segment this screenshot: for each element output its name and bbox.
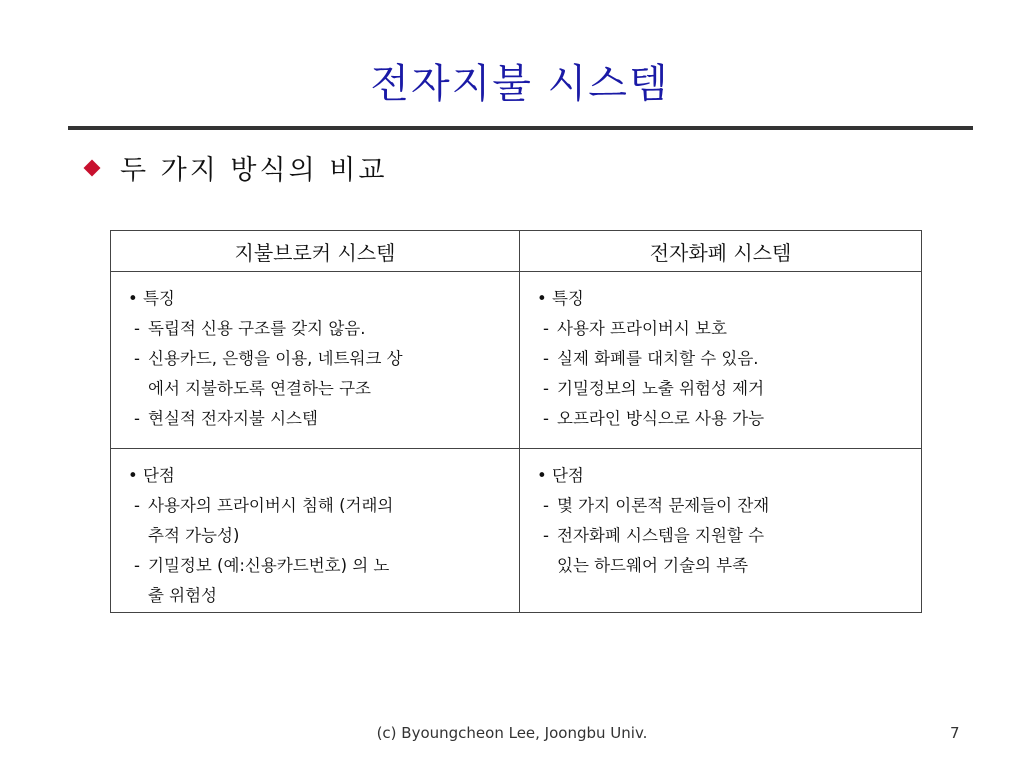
list-item: - 사용자의 프라이버시 침해 (거래의 추적 가능성)	[134, 496, 394, 545]
comparison-table	[110, 230, 922, 613]
list-item: - 신용카드, 은행을 이용, 네트워크 상 에서 지불하도록 연결하는 구조	[134, 349, 403, 398]
list-item: - 기밀정보의 노출 위험성 제거	[543, 379, 765, 398]
list-item: - 사용자 프라이버시 보호	[543, 319, 727, 338]
header-broker-system: 지불브로커 시스템	[111, 231, 520, 272]
cell-heading: • 특징	[128, 289, 175, 308]
list-item: - 전자화폐 시스템을 지원할 수 있는 하드웨어 기술의 부족	[543, 526, 765, 575]
cell-ecash-features	[520, 272, 921, 449]
main-bullet	[82, 148, 387, 187]
list-item: - 기밀정보 (예:신용카드번호) 의 노 출 위험성	[134, 556, 390, 605]
page-number: 7	[950, 724, 960, 742]
cell-heading: • 단점	[537, 466, 584, 485]
cell-heading: • 특징	[537, 289, 584, 308]
list-item: - 독립적 신용 구조를 갖지 않음.	[134, 319, 366, 338]
list-item: - 몇 가지 이론적 문제들이 잔재	[543, 496, 770, 515]
cell-broker-drawbacks	[111, 449, 520, 612]
list-item: - 실제 화폐를 대치할 수 있음.	[543, 349, 759, 368]
cell-heading: • 단점	[128, 466, 175, 485]
title-divider	[68, 126, 973, 130]
list-item: - 현실적 전자지불 시스템	[134, 409, 318, 428]
slide-title: 전자지불 시스템	[370, 61, 670, 107]
list-item: - 오프라인 방식으로 사용 가능	[543, 409, 765, 428]
bullet-text: 두 가지 방식의 비교	[120, 155, 388, 186]
header-ecash-system: 전자화폐 시스템	[520, 231, 921, 272]
cell-ecash-drawbacks	[520, 449, 921, 612]
cell-broker-features	[111, 272, 520, 449]
footer-credit: (c) Byoungcheon Lee, Joongbu Univ.	[376, 724, 648, 742]
diamond-bullet-icon	[84, 159, 101, 176]
